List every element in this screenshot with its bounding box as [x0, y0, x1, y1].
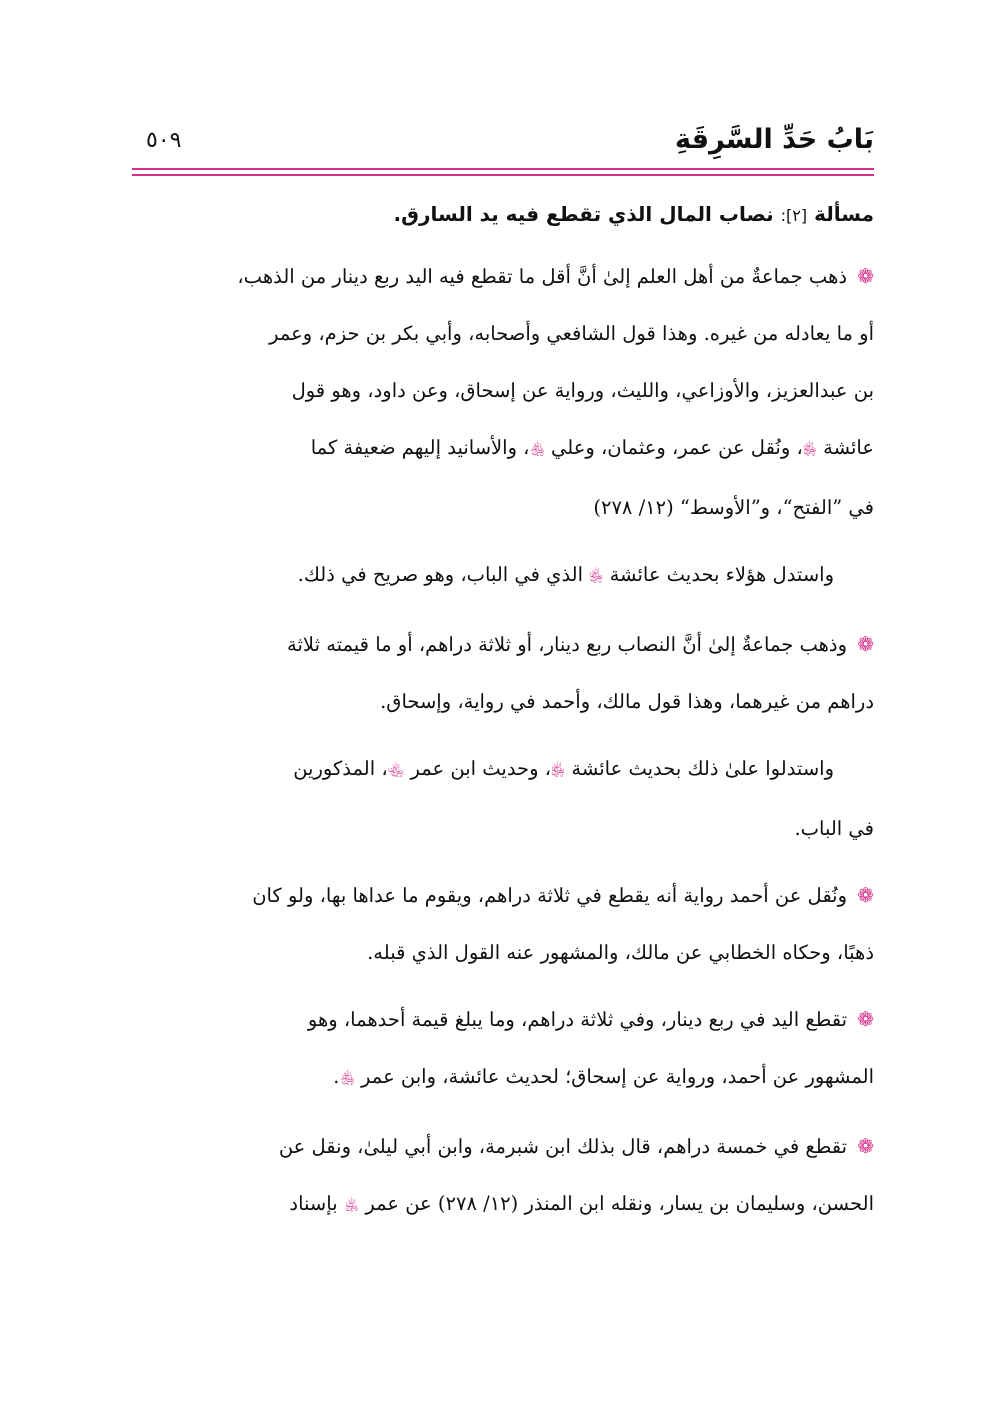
masala-title: نصاب المال الذي تقطع فيه يد السارق. — [393, 202, 774, 226]
header-rule-top — [132, 168, 874, 170]
text-line: ❁ تقطع اليد في ربع دينار، وفي ثلاثة دراهم، وما يبلغ قيمة أحدهما، وهو — [307, 1007, 874, 1031]
page-number: ٥٠٩ — [146, 128, 182, 153]
text-line: عائشة ﵂، ونُقل عن عمر، وعثمان، وعلي ﵃، والأسانيد إليهم ضعيفة كما — [310, 436, 874, 459]
paragraph-3 — [132, 616, 874, 730]
paragraph-2 — [132, 546, 874, 606]
text-line: المشهور عن أحمد، ورواية عن إسحاق؛ لحديث عائشة، وابن عمر ﵃. — [333, 1065, 874, 1088]
flower-ornament-icon: ❁ — [857, 264, 874, 288]
text-line: ❁ ونُقل عن أحمد رواية أنه يقطع في ثلاثة دراهم، ويقوم ما عداها بها، ولو كان — [252, 883, 874, 907]
radiyallahu-calligraphy-icon: ﵁ — [343, 1198, 360, 1214]
text-line: دراهم من غيرهما، وهذا قول مالك، وأحمد في رواية، وإسحاق. — [380, 690, 874, 713]
text-line: واستدلوا علىٰ ذلك بحديث عائشة ﵂، وحديث ابن عمر ﵄، المذكورين — [293, 757, 834, 780]
text-line: واستدل هؤلاء بحديث عائشة ﵂ الذي في الباب، وهو صريح في ذلك. — [297, 563, 834, 586]
flower-ornament-icon: ❁ — [857, 1134, 874, 1158]
masala-label: مسألة — [814, 202, 874, 226]
text-line: ❁ ذهب جماعةٌ من أهل العلم إلىٰ أنَّ أقل ما تقطع فيه اليد ربع دينار من الذهب، — [237, 264, 874, 288]
page-header — [132, 124, 874, 164]
flower-ornament-icon: ❁ — [857, 883, 874, 907]
page-body — [132, 192, 874, 1235]
radiyallahu-calligraphy-icon: ﵃ — [339, 1071, 355, 1087]
text-line: الحسن، وسليمان بن يسار، ونقله ابن المنذر (١٢/ ٢٧٨) عن عمر ﵁ بإسناد — [289, 1192, 874, 1215]
paragraph-6 — [132, 991, 874, 1108]
radiyallahu-calligraphy-icon: ﵃ — [529, 442, 545, 458]
radiyallahu-calligraphy-icon: ﵂ — [802, 442, 817, 458]
masala-number: [٢]: — [780, 206, 808, 225]
paragraph-1 — [132, 248, 874, 536]
radiyallahu-calligraphy-icon: ﵂ — [551, 763, 566, 779]
text-line: ذهبًا، وحكاه الخطابي عن مالك، والمشهور عنه القول الذي قبله. — [367, 941, 874, 964]
paragraph-7 — [132, 1118, 874, 1235]
flower-ornament-icon: ❁ — [857, 632, 874, 656]
flower-ornament-icon: ❁ — [857, 1007, 874, 1031]
radiyallahu-calligraphy-icon: ﵂ — [589, 569, 604, 585]
text-line: بن عبدالعزيز، والأوزاعي، والليث، ورواية عن إسحاق، وعن داود، وهو قول — [291, 379, 874, 402]
paragraph-5 — [132, 867, 874, 981]
header-rule-bottom — [132, 174, 874, 176]
text-line: أو ما يعادله من غيره. وهذا قول الشافعي وأصحابه، وأبي بكر بن حزم، وعمر — [269, 322, 874, 345]
radiyallahu-calligraphy-icon: ﵄ — [387, 763, 405, 779]
paragraph-4 — [132, 740, 874, 857]
text-line: في ”الفتح“، و”الأوسط“ (١٢/ ٢٧٨) — [593, 496, 874, 519]
text-line: ❁ تقطع في خمسة دراهم، قال بذلك ابن شبرمة، وابن أبي ليلىٰ، ونقل عن — [278, 1134, 874, 1158]
text-line: في الباب. — [794, 817, 874, 840]
text-line: ❁ وذهب جماعةٌ إلىٰ أنَّ النصاب ربع دينار، أو ثلاثة دراهم، أو ما قيمته ثلاثة — [287, 632, 874, 656]
running-title: بَابُ حَدِّ السَّرِقَةِ — [675, 124, 874, 155]
section-heading — [132, 192, 874, 238]
